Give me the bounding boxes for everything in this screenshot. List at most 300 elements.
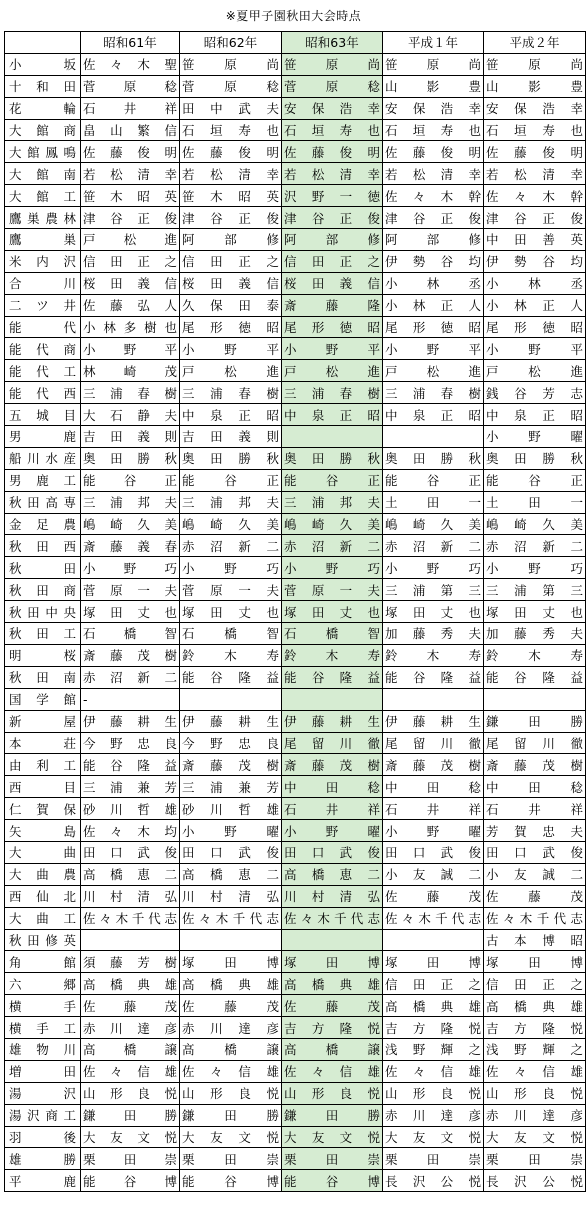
manager-cell: 三浦兼芳 (81, 776, 180, 798)
manager-cell: 伊藤耕生 (383, 710, 484, 732)
table-row (5, 1017, 586, 1039)
table-row (5, 491, 586, 513)
manager-cell: 大友文悦 (383, 1126, 484, 1148)
table-row (5, 250, 586, 272)
table-row (5, 995, 586, 1017)
manager-cell: 尾形徳昭 (484, 316, 586, 338)
manager-cell: 吉方隆悦 (484, 1017, 586, 1039)
manager-cell: 田口武俊 (383, 841, 484, 863)
manager-cell: 若松清幸 (81, 163, 180, 185)
manager-cell (282, 426, 383, 448)
manager-cell: 若松清幸 (484, 163, 586, 185)
header-year: 昭和61年 (81, 32, 180, 54)
school-cell: 大 曲 (5, 841, 81, 863)
manager-cell: 伊勢谷均 (484, 250, 586, 272)
school-cell: 二ツ井 (5, 294, 81, 316)
manager-cell: 戸松進 (81, 229, 180, 251)
manager-cell: 津谷正俊 (81, 207, 180, 229)
school-cell: 仁賀保 (5, 798, 81, 820)
manager-cell: - (81, 688, 180, 710)
manager-cell: 石井祥 (484, 798, 586, 820)
manager-cell: 信田正之 (383, 973, 484, 995)
table-body (5, 53, 586, 1191)
manager-cell: 赤沼新二 (180, 535, 282, 557)
manager-cell (383, 426, 484, 448)
school-cell: 西 目 (5, 776, 81, 798)
manager-cell: 塚田博 (282, 951, 383, 973)
manager-cell: 阿部修 (180, 229, 282, 251)
school-cell: 横手工 (5, 1017, 81, 1039)
manager-cell: 田口武俊 (81, 841, 180, 863)
manager-cell: 石垣寿也 (180, 119, 282, 141)
page-title: ※夏甲子園秋田大会時点 (225, 9, 362, 23)
manager-cell (282, 688, 383, 710)
manager-cell: 若松清幸 (282, 163, 383, 185)
table-row (5, 841, 586, 863)
table-row (5, 1148, 586, 1170)
manager-cell: 小野巧 (180, 557, 282, 579)
school-cell: 米内沢 (5, 250, 81, 272)
manager-cell: 山影豊 (383, 75, 484, 97)
table-row (5, 382, 586, 404)
table-row (5, 229, 586, 251)
manager-cell: 加藤秀夫 (484, 623, 586, 645)
school-cell: 大館鳳鳴 (5, 141, 81, 163)
manager-cell (180, 929, 282, 951)
manager-cell: 高橋恵二 (180, 863, 282, 885)
manager-cell: 中田稔 (484, 776, 586, 798)
table-row (5, 360, 586, 382)
manager-cell: 吉田義則 (81, 426, 180, 448)
school-cell: 秋田高専 (5, 491, 81, 513)
table-row (5, 338, 586, 360)
manager-cell: 三浦第三 (484, 579, 586, 601)
manager-cell: 菅原稔 (282, 75, 383, 97)
manager-cell (484, 688, 586, 710)
manager-cell: 中田善英 (484, 229, 586, 251)
manager-cell: 三浦邦夫 (282, 491, 383, 513)
manager-cell: 石垣寿也 (383, 119, 484, 141)
manager-cell: 石橋智 (180, 623, 282, 645)
school-cell: 秋 田 (5, 557, 81, 579)
manager-cell: 石垣寿也 (282, 119, 383, 141)
manager-cell: 佐々木千代志 (180, 907, 282, 929)
manager-cell: 浅野輝之 (383, 1038, 484, 1060)
manager-cell: 佐々木千代志 (484, 907, 586, 929)
manager-cell: 塚田丈也 (484, 601, 586, 623)
manager-cell: 三浦春樹 (282, 382, 383, 404)
school-cell: 能代西 (5, 382, 81, 404)
manager-cell: 石井祥 (81, 97, 180, 119)
manager-cell: 吉方隆悦 (383, 1017, 484, 1039)
school-cell: 西仙北 (5, 885, 81, 907)
manager-cell: 津谷正俊 (484, 207, 586, 229)
table-row (5, 951, 586, 973)
table-row (5, 973, 586, 995)
manager-cell: 津谷正俊 (383, 207, 484, 229)
manager-cell: 吉田義則 (180, 426, 282, 448)
table-row (5, 141, 586, 163)
manager-cell: 津谷正俊 (180, 207, 282, 229)
manager-cell: 鎌田勝 (81, 1104, 180, 1126)
manager-cell: 佐々信雄 (484, 1060, 586, 1082)
school-cell: 本 荘 (5, 732, 81, 754)
manager-cell: 塚田丈也 (180, 601, 282, 623)
manager-cell: 笹原尚 (484, 53, 586, 75)
manager-cell: 鎌田勝 (484, 710, 586, 732)
table-row (5, 754, 586, 776)
manager-cell: 三浦春樹 (81, 382, 180, 404)
manager-cell: 佐藤俊明 (180, 141, 282, 163)
manager-cell: 塚田丈也 (81, 601, 180, 623)
school-cell: 能 代 (5, 316, 81, 338)
manager-cell: 小林多樹也 (81, 316, 180, 338)
manager-cell: 銭谷芳志 (484, 382, 586, 404)
manager-cell: 高橋譲 (282, 1038, 383, 1060)
manager-cell: 尾留川徹 (383, 732, 484, 754)
school-cell: 大館商 (5, 119, 81, 141)
table-row (5, 885, 586, 907)
manager-cell: 尾形徳昭 (180, 316, 282, 338)
manager-cell: 三浦第三 (383, 579, 484, 601)
header-year: 平成２年 (484, 32, 586, 54)
manager-cell: 小野巧 (383, 557, 484, 579)
manager-cell: 能谷正 (81, 469, 180, 491)
manager-cell: 嶋崎久美 (180, 513, 282, 535)
manager-cell: 奥田勝秋 (81, 447, 180, 469)
manager-cell: 鈴木寿 (282, 644, 383, 666)
table-row (5, 207, 586, 229)
school-cell: 明 桜 (5, 644, 81, 666)
header-school (5, 32, 81, 54)
school-cell: 五城目 (5, 404, 81, 426)
school-cell: 湯 沢 (5, 1082, 81, 1104)
table-row (5, 53, 586, 75)
manager-cell (282, 929, 383, 951)
manager-cell: 今野忠良 (81, 732, 180, 754)
manager-cell: 佐藤俊明 (383, 141, 484, 163)
manager-cell: 高橋恵二 (81, 863, 180, 885)
table-header-row (5, 32, 586, 54)
manager-cell: 佐藤俊明 (282, 141, 383, 163)
manager-cell: 塚田博 (484, 951, 586, 973)
manager-cell: 戸松進 (282, 360, 383, 382)
manager-cell: 高橋典雄 (180, 973, 282, 995)
manager-cell: 中泉正昭 (484, 404, 586, 426)
manager-cell: 小友誠二 (383, 863, 484, 885)
manager-cell: 三浦春樹 (383, 382, 484, 404)
school-cell: 鷹 巣 (5, 229, 81, 251)
manager-cell: 小野曜 (282, 820, 383, 842)
manager-cell: 尾形徳昭 (282, 316, 383, 338)
manager-cell: 伊藤耕生 (282, 710, 383, 732)
manager-cell: 中田稔 (282, 776, 383, 798)
manager-cell: 若松清幸 (383, 163, 484, 185)
manager-cell: 佐藤俊明 (484, 141, 586, 163)
table-row (5, 666, 586, 688)
school-cell: 大館工 (5, 185, 81, 207)
school-cell: 秋田南 (5, 666, 81, 688)
table-row (5, 469, 586, 491)
manager-cell: 笹原尚 (180, 53, 282, 75)
manager-cell: 奥田勝秋 (383, 447, 484, 469)
manager-cell: 伊勢谷均 (383, 250, 484, 272)
manager-cell: 小野平 (180, 338, 282, 360)
manager-cell: 高橋譲 (180, 1038, 282, 1060)
manager-cell: 安保浩幸 (484, 97, 586, 119)
table-row (5, 863, 586, 885)
manager-cell: 戸松進 (383, 360, 484, 382)
school-cell: 金足農 (5, 513, 81, 535)
table-row (5, 535, 586, 557)
manager-cell: 佐藤茂 (180, 995, 282, 1017)
manager-cell: 佐藤茂 (383, 885, 484, 907)
school-cell: 湯沢商工 (5, 1104, 81, 1126)
school-cell: 合 川 (5, 272, 81, 294)
school-cell: 矢 島 (5, 820, 81, 842)
manager-cell: 信田正之 (180, 250, 282, 272)
manager-cell: 石井祥 (383, 798, 484, 820)
manager-cell: 佐藤俊明 (81, 141, 180, 163)
table-row (5, 447, 586, 469)
manager-cell: 石垣寿也 (484, 119, 586, 141)
table-row (5, 426, 586, 448)
manager-cell: 土田一 (383, 491, 484, 513)
manager-cell: 三浦春樹 (180, 382, 282, 404)
table-row (5, 929, 586, 951)
school-cell: 平 鹿 (5, 1170, 81, 1192)
manager-cell: 小野曜 (484, 426, 586, 448)
manager-cell: 能谷隆益 (180, 666, 282, 688)
manager-cell: 伊藤耕生 (81, 710, 180, 732)
manager-cell: 信田正之 (484, 973, 586, 995)
manager-cell: 能谷隆益 (484, 666, 586, 688)
manager-cell: 小林丞 (383, 272, 484, 294)
manager-cell: 笹原尚 (383, 53, 484, 75)
manager-cell: 鎌田勝 (180, 1104, 282, 1126)
manager-cell: 伊藤耕生 (180, 710, 282, 732)
table-row (5, 644, 586, 666)
table-row (5, 1126, 586, 1148)
manager-cell: 菅原一夫 (180, 579, 282, 601)
manager-cell: 佐々木幹 (484, 185, 586, 207)
manager-cell: 桜田義信 (180, 272, 282, 294)
manager-cell: 斎藤茂樹 (282, 754, 383, 776)
table-row (5, 513, 586, 535)
manager-cell: 長沢公悦 (484, 1170, 586, 1192)
school-cell: 十和田 (5, 75, 81, 97)
table-row (5, 710, 586, 732)
manager-cell: 奥田勝秋 (180, 447, 282, 469)
manager-cell: 佐藤茂 (484, 885, 586, 907)
manager-cell: 能谷博 (282, 1170, 383, 1192)
manager-cell: 尾留川徹 (282, 732, 383, 754)
table-row (5, 1082, 586, 1104)
manager-cell: 桜田義信 (282, 272, 383, 294)
manager-cell: 須藤芳樹 (81, 951, 180, 973)
table-row (5, 557, 586, 579)
school-cell: 秋田修英 (5, 929, 81, 951)
manager-cell: 三浦邦夫 (180, 491, 282, 513)
table-row (5, 185, 586, 207)
manager-cell: 中泉正昭 (180, 404, 282, 426)
manager-cell: 若松清幸 (180, 163, 282, 185)
manager-cell: 嶋崎久美 (484, 513, 586, 535)
manager-cell: 嶋崎久美 (81, 513, 180, 535)
manager-cell: 阿部修 (282, 229, 383, 251)
manager-cell: 尾形徳昭 (383, 316, 484, 338)
manager-cell: 石井祥 (282, 798, 383, 820)
manager-cell: 嶋崎久美 (383, 513, 484, 535)
manager-cell: 能谷正 (383, 469, 484, 491)
manager-cell: 川村清弘 (81, 885, 180, 907)
manager-cell: 久保田泰 (180, 294, 282, 316)
school-cell: 増 田 (5, 1060, 81, 1082)
table-row (5, 579, 586, 601)
manager-roster-table (4, 31, 586, 1192)
school-cell: 秋田商 (5, 579, 81, 601)
manager-cell: 古本博昭 (484, 929, 586, 951)
manager-cell: 赤沼新二 (383, 535, 484, 557)
manager-cell: 佐藤茂 (81, 995, 180, 1017)
school-cell: 小 坂 (5, 53, 81, 75)
manager-cell: 阿部修 (383, 229, 484, 251)
manager-cell (81, 929, 180, 951)
school-cell: 国学館 (5, 688, 81, 710)
manager-cell: 小野巧 (484, 557, 586, 579)
manager-cell: 山影豊 (484, 75, 586, 97)
manager-cell: 能谷隆益 (383, 666, 484, 688)
table-row (5, 907, 586, 929)
manager-cell: 田口武俊 (484, 841, 586, 863)
table-row (5, 404, 586, 426)
manager-cell: 津谷正俊 (282, 207, 383, 229)
manager-cell: 赤川達彦 (180, 1017, 282, 1039)
table-row (5, 294, 586, 316)
manager-cell: 佐藤茂 (282, 995, 383, 1017)
manager-cell: 鈴木寿 (383, 644, 484, 666)
manager-cell: 林崎茂 (81, 360, 180, 382)
manager-cell: 畠山繁信 (81, 119, 180, 141)
manager-cell: 菅原稔 (180, 75, 282, 97)
manager-cell: 大石静夫 (81, 404, 180, 426)
school-cell: 新 屋 (5, 710, 81, 732)
manager-cell: 赤沼新二 (282, 535, 383, 557)
table-row (5, 163, 586, 185)
manager-cell: 桜田義信 (81, 272, 180, 294)
table-row (5, 776, 586, 798)
header-year: 昭和63年 (282, 32, 383, 54)
manager-cell: 塚田博 (383, 951, 484, 973)
school-cell: 雄 勝 (5, 1148, 81, 1170)
manager-cell: 小野巧 (81, 557, 180, 579)
manager-cell: 赤川達彦 (81, 1017, 180, 1039)
manager-cell: 山形良悦 (81, 1082, 180, 1104)
manager-cell (383, 929, 484, 951)
manager-cell: 嶋崎久美 (282, 513, 383, 535)
table-row (5, 316, 586, 338)
manager-cell: 塚田丈也 (383, 601, 484, 623)
manager-cell: 安保浩幸 (282, 97, 383, 119)
table-row (5, 1038, 586, 1060)
manager-cell: 中泉正昭 (282, 404, 383, 426)
manager-cell: 能谷正 (282, 469, 383, 491)
manager-cell: 佐藤弘人 (81, 294, 180, 316)
manager-cell: 斎藤茂樹 (81, 644, 180, 666)
school-cell: 雄物川 (5, 1038, 81, 1060)
manager-cell: 今野忠良 (180, 732, 282, 754)
table-row (5, 732, 586, 754)
manager-cell: 小友誠二 (484, 863, 586, 885)
manager-cell: 戸松進 (484, 360, 586, 382)
manager-cell: 中田稔 (383, 776, 484, 798)
manager-cell: 赤川達彦 (484, 1104, 586, 1126)
header-year: 平成１年 (383, 32, 484, 54)
manager-cell (180, 688, 282, 710)
manager-cell: 菅原一夫 (81, 579, 180, 601)
manager-cell: 山形良悦 (484, 1082, 586, 1104)
manager-cell: 土田一 (484, 491, 586, 513)
table-row (5, 272, 586, 294)
school-cell: 大曲農 (5, 863, 81, 885)
manager-cell: 三浦兼芳 (180, 776, 282, 798)
table-row (5, 1060, 586, 1082)
manager-cell: 戸松進 (180, 360, 282, 382)
manager-cell: 小林正人 (383, 294, 484, 316)
manager-cell: 石橋智 (81, 623, 180, 645)
school-cell: 秋田工 (5, 623, 81, 645)
manager-cell: 大友文悦 (81, 1126, 180, 1148)
manager-cell: 佐々木均 (81, 820, 180, 842)
school-cell: 男 鹿 (5, 426, 81, 448)
manager-cell: 小野平 (484, 338, 586, 360)
manager-cell: 佐々木千代志 (383, 907, 484, 929)
manager-cell: 信田正之 (81, 250, 180, 272)
table-row (5, 688, 586, 710)
manager-cell: 田口武俊 (282, 841, 383, 863)
manager-cell: 赤沼新二 (81, 666, 180, 688)
manager-cell: 栗田崇 (282, 1148, 383, 1170)
manager-cell: 大友文悦 (282, 1126, 383, 1148)
manager-cell: 鈴木寿 (180, 644, 282, 666)
manager-cell: 赤川達彦 (383, 1104, 484, 1126)
manager-cell: 斎藤義春 (81, 535, 180, 557)
manager-cell: 佐々木千代志 (282, 907, 383, 929)
manager-cell: 佐々信雄 (180, 1060, 282, 1082)
manager-cell: 大友文悦 (180, 1126, 282, 1148)
manager-cell: 吉方隆悦 (282, 1017, 383, 1039)
manager-cell: 菅原一夫 (282, 579, 383, 601)
manager-cell: 小林丞 (484, 272, 586, 294)
manager-cell: 笹木昭英 (81, 185, 180, 207)
manager-cell: 小野平 (383, 338, 484, 360)
manager-cell: 高橋譲 (81, 1038, 180, 1060)
manager-cell: 山形良悦 (282, 1082, 383, 1104)
manager-cell: 能谷隆益 (81, 754, 180, 776)
manager-cell: 砂川哲雄 (180, 798, 282, 820)
manager-cell: 小野曜 (383, 820, 484, 842)
school-cell: 能代商 (5, 338, 81, 360)
manager-cell: 加藤秀夫 (383, 623, 484, 645)
manager-cell: 石橋智 (282, 623, 383, 645)
manager-cell: 芳賀忠夫 (484, 820, 586, 842)
manager-cell: 斎藤茂樹 (383, 754, 484, 776)
table-row (5, 1170, 586, 1192)
manager-cell: 能谷博 (81, 1170, 180, 1192)
manager-cell: 塚田丈也 (282, 601, 383, 623)
school-cell: 花 輪 (5, 97, 81, 119)
manager-cell: 鈴木寿 (484, 644, 586, 666)
